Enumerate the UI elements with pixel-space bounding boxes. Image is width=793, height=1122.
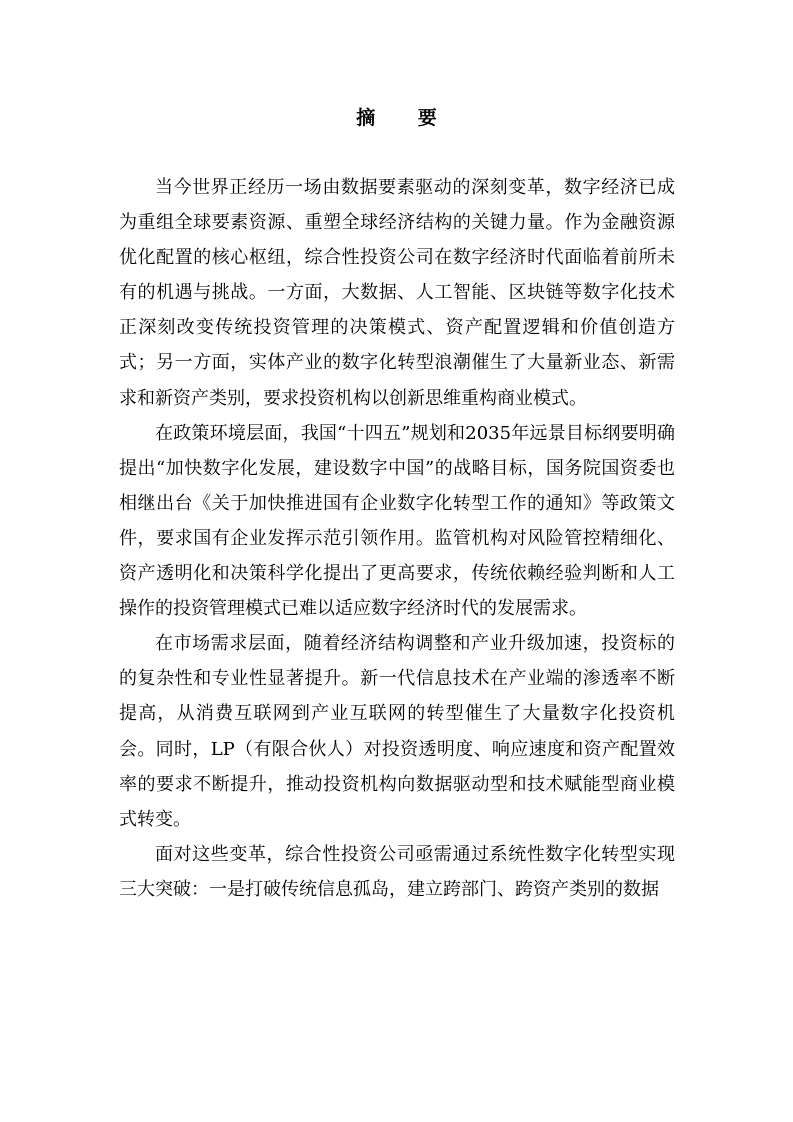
paragraph-3: 在市场需求层面，随着经济结构调整和产业升级加速，投资标的的复杂性和专业性显著提升。新一代信息技术在产业端的渗透率不断提高，从消费互联网到产业互联网的转型催生了大量数字化投资机会。同时，LP（有限合伙人）对投资透明度、响应速度和资产配置效率的要求不断提升，推动投资机构向数据驱动型和技术赋能型商业模式转变。: [119, 633, 675, 830]
paragraph-1: 当今世界正经历一场由数据要素驱动的深刻变革，数字经济已成为重组全球要素资源、重塑全球经济结构的关键力量。作为金融资源优化配置的核心枢纽，综合性投资公司在数字经济时代面临着前所未有的机遇与挑战。一方面，大数据、人工智能、区块链等数字化技术正深刻改变传统投资管理的决策模式、资产配置逻辑和价值创造方式；另一方面，实体产业的数字化转型浪潮催生了大量新业态、新需求和新资产类别，要求投资机构以创新思维重构商业模式。: [119, 177, 675, 409]
paragraph-4: 面对这些变革，综合性投资公司亟需通过系统性数字化转型实现三大突破：一是打破传统信息孤岛，建立跨部门、跨资产类别的数据: [119, 843, 675, 900]
abstract-body: [119, 170, 675, 907]
page-title: 摘 要: [356, 107, 455, 129]
paragraph-2: 在政策环境层面，我国“十四五”规划和2035年远景目标纲要明确提出“加快数字化发展，建设数字中国”的战略目标，国务院国资委也相继出台《关于加快推进国有企业数字化转型工作的通知》等政策文件，要求国有企业发挥示范引领作用。监管机构对风险管控精细化、资产透明化和决策科学化提出了更高要求，传统依赖经验判断和人工操作的投资管理模式已难以适应数字经济时代的发展需求。: [119, 422, 675, 620]
